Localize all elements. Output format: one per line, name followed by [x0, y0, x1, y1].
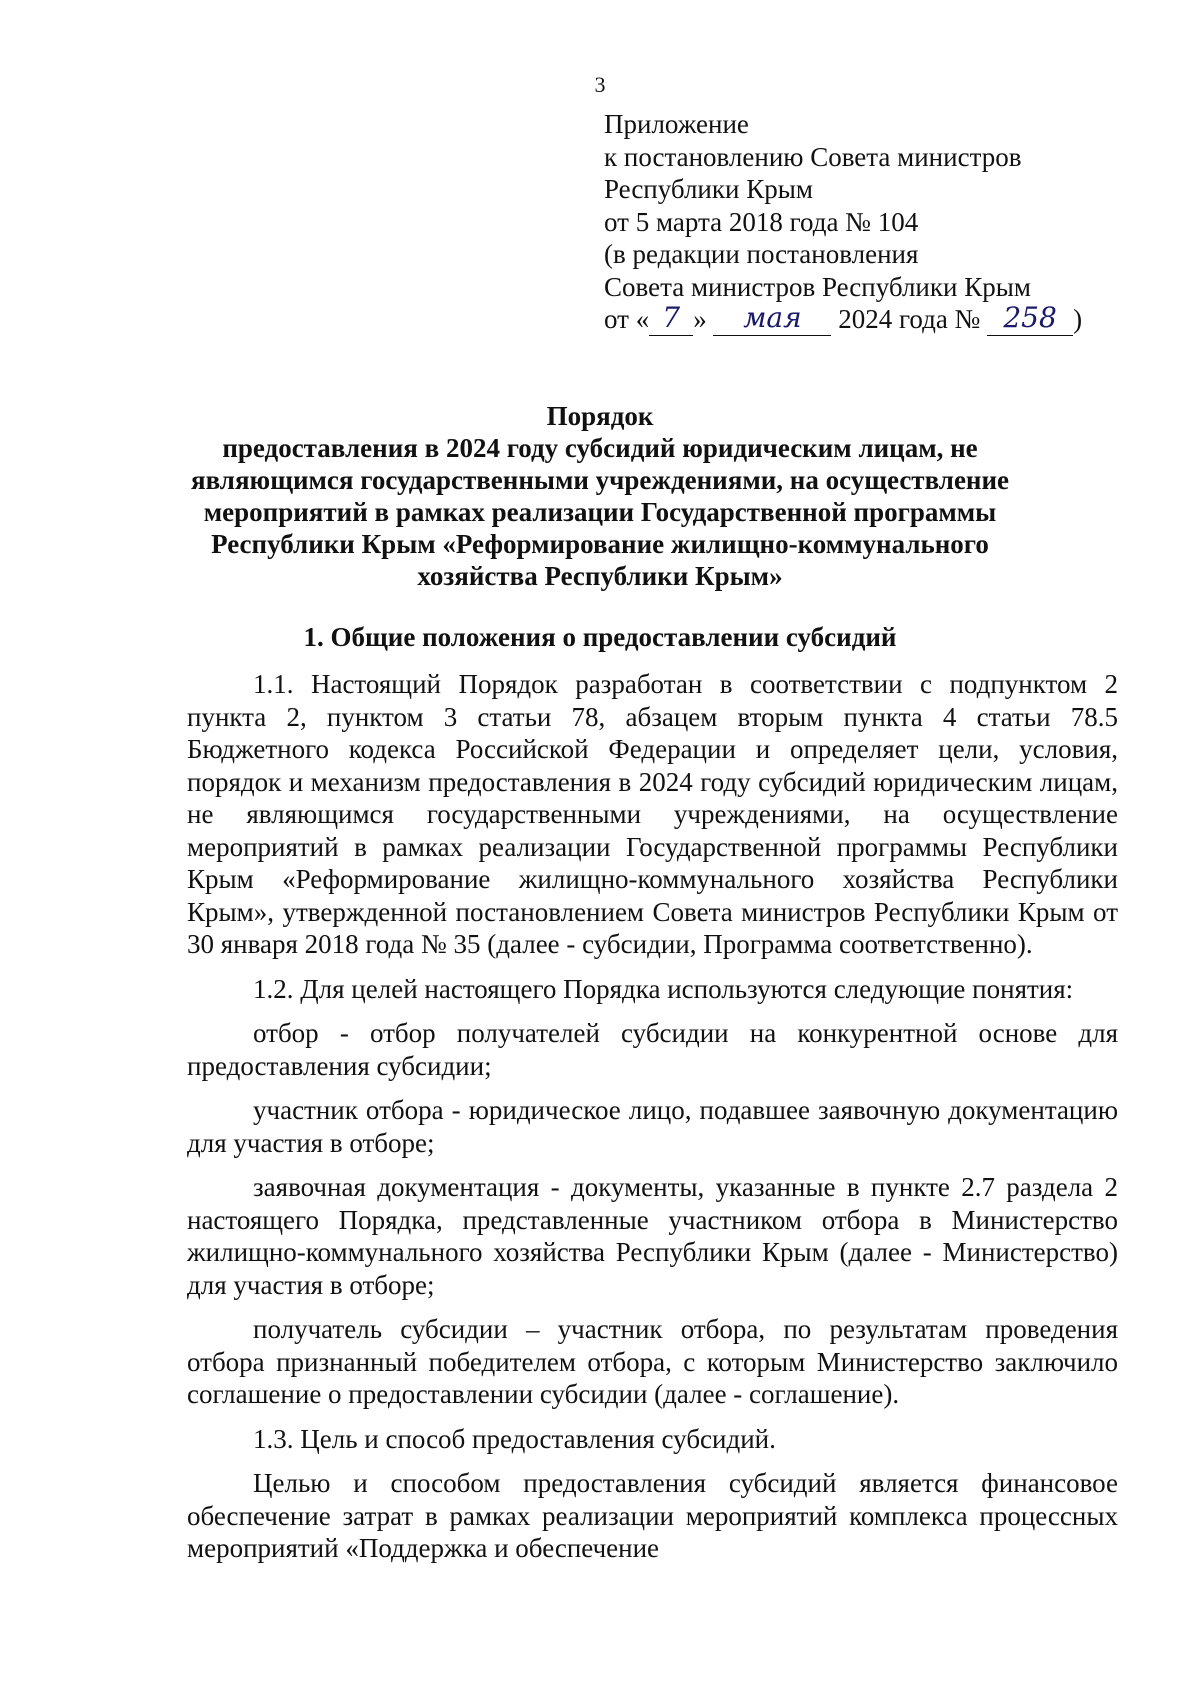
paragraph-1-3-text: Целью и способом предоставления субсидий является финансовое обеспечение затрат в рамках реализации мероприятий комплекса процессных мероприятий «Поддержка и обеспечение — [187, 1468, 1118, 1563]
paragraph-1-1: 1.1. Настоящий Порядок разработан в соответствии с подпунктом 2 пункта 2, пунктом 3 статьи 78, абзацем вторым пункта 4 статьи 78.5 Бюджетного кодекса Российской Федерации и определяет цели, условия, порядок и механизм предоставления в 2024 году субсидий юридическим лицам, не являющимся государственными учреждениями, на осуществление мероприятий в рамках реализации Государственной программы Республики Крым «Реформирование жилищно-коммунального хозяйства Республики Крым», утвержденной постановлением Совета министров Республики Крым от 30 января 2018 года № 35 (далее - субсидии, Программа соответственно). — [187, 669, 1118, 959]
definition-application: заявочная документация - документы, указанные в пункте 2.7 раздела 2 настоящего Порядка, представленные участником отбора в Министерство жилищно-коммунального хозяйства Республики Крым (далее - Министерство) для участия в отборе; — [187, 1172, 1118, 1300]
appendix-line: Совета министров Республики Крым — [604, 271, 1031, 302]
date-mid: » — [693, 304, 707, 334]
definition-participant: участник отбора - юридическое лицо, подавшее заявочную документацию для участия в отборе; — [187, 1095, 1118, 1158]
date-suffix: ) — [1073, 304, 1083, 334]
handwritten-month: мая — [713, 305, 831, 336]
title-line: Республики Крым «Реформирование жилищно-коммунального — [211, 529, 989, 559]
title-line: мероприятий в рамках реализации Государственной программы — [203, 497, 997, 527]
appendix-line: (в редакции постановления — [604, 239, 919, 269]
appendix-header — [604, 108, 1124, 336]
document-title — [150, 400, 1050, 592]
title-heading: Порядок — [546, 401, 654, 431]
handwritten-day: 7 — [649, 305, 693, 336]
page-number: 3 — [594, 72, 606, 97]
title-line: хозяйства Республики Крым» — [417, 561, 783, 591]
appendix-line: от 5 марта 2018 года № 104 — [604, 206, 919, 237]
appendix-line: к постановлению Совета министров — [604, 141, 1022, 172]
appendix-date-line — [604, 300, 1124, 336]
definition-recipient: получатель субсидии – участник отбора, по результатам проведения отбора признанный победителем отбора, с которым Министерство заключило соглашение о предоставлении субсидии (далее - соглашение). — [187, 1314, 1118, 1409]
document-body — [187, 668, 1118, 1577]
title-line: предоставления в 2024 году субсидий юридическим лицам, не — [222, 433, 978, 463]
date-prefix: от « — [604, 304, 650, 334]
definition-selection: отбор - отбор получателей субсидии на конкурентной основе для предоставления субсидии; — [187, 1018, 1118, 1081]
section-title: 1. Общие положения о предоставлении субсидий — [303, 622, 897, 652]
paragraph-1-2: 1.2. Для целей настоящего Порядка используются следующие понятия: — [253, 973, 1074, 1004]
appendix-line: Приложение — [604, 109, 749, 139]
appendix-line: Республики Крым — [604, 174, 813, 204]
date-year: 2024 года № — [838, 304, 981, 334]
handwritten-number: 258 — [987, 305, 1073, 336]
paragraph-1-3: 1.3. Цель и способ предоставления субсидий. — [253, 1423, 776, 1454]
title-line: являющимся государственными учреждениями, на осуществление — [190, 465, 1010, 495]
